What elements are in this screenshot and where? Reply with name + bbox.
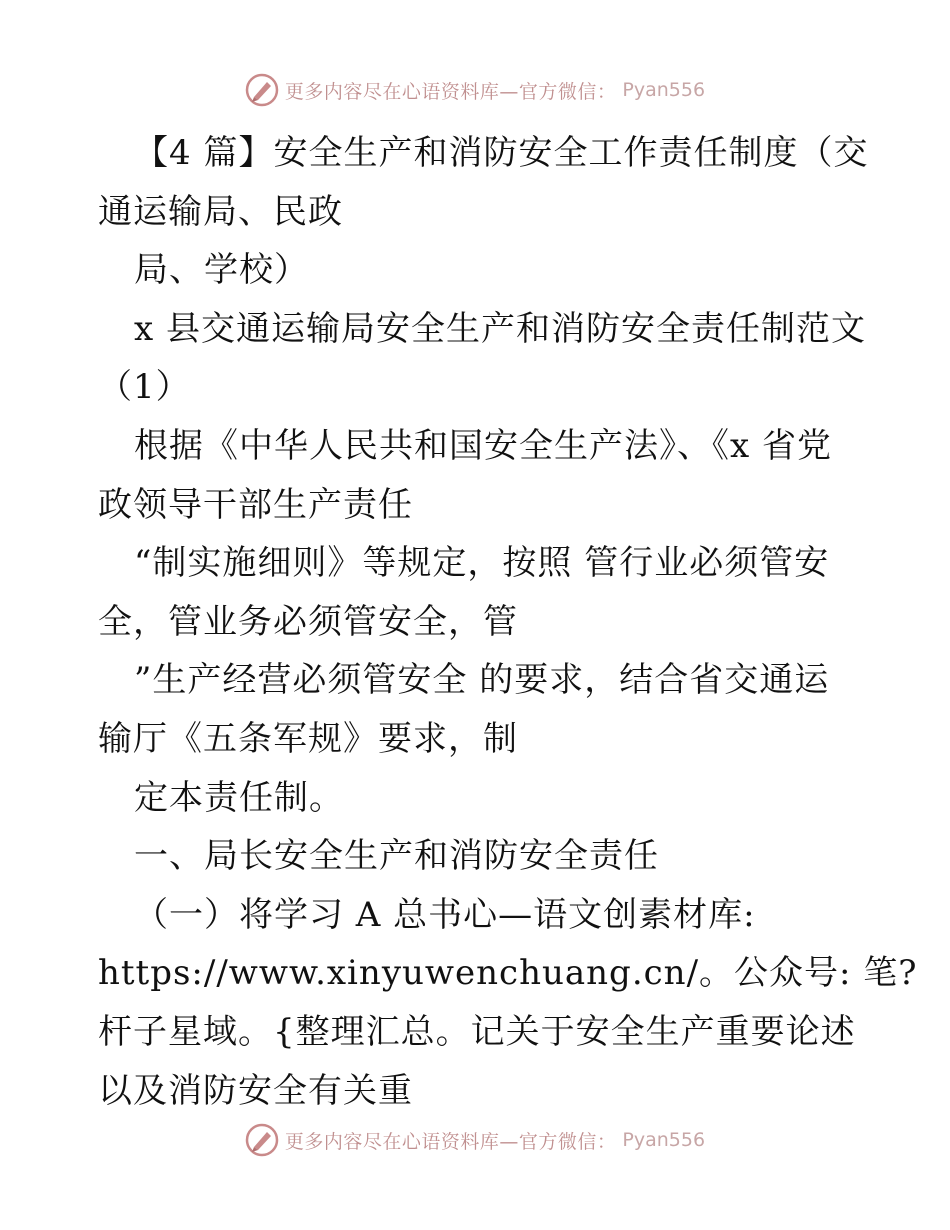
text-line: （1） <box>98 367 191 408</box>
text-line: 根据《中华人民共和国安全生产法》、《x 省党 <box>134 425 832 466</box>
footer-watermark <box>0 1122 950 1158</box>
text-line: 【4 篇】安全生产和消防安全工作责任制度（交 <box>134 133 869 173</box>
text-line: 以及消防安全有关重 <box>98 1070 413 1111</box>
text-line: 局、学校） <box>134 250 309 291</box>
text-line: 政领导干部生产责任 <box>98 484 413 525</box>
text-line: 输厅《五条军规》要求，制 <box>98 718 518 759</box>
text-line: ”生产经营必须管安全 的要求，结合省交通运 <box>134 660 830 701</box>
document-body <box>98 124 918 1120</box>
text-line: （一）将学习 A 总书心—语文创素材库: <box>134 894 756 935</box>
text-line: 全，管业务必须管安全，管 <box>98 601 518 642</box>
watermark-text: 更多内容尽在心语资料库—官方微信： <box>284 1130 617 1153</box>
text-line: 通运输局、民政 <box>98 191 343 232</box>
text-line: “制实施细则》等规定，按照 管行业必须管安 <box>134 543 830 584</box>
text-line: 定本责任制。 <box>134 777 344 818</box>
text-line: x 县交通运输局安全生产和消防安全责任制范文 <box>134 308 866 349</box>
text-line: 杆子星域。{整理汇总。记关于安全生产重要论述 <box>98 1011 856 1052</box>
header-watermark <box>0 72 950 108</box>
watermark-text: 更多内容尽在心语资料库—官方微信： <box>284 80 617 103</box>
watermark-handle: Pyan556 <box>622 1129 706 1151</box>
brand-logo-icon <box>245 73 279 107</box>
brand-logo-icon <box>245 1123 279 1157</box>
text-line: https://www.xinyuwenchuang.cn/。公众号: 笔? <box>98 953 918 994</box>
text-line: 一、局长安全生产和消防安全责任 <box>134 836 659 877</box>
watermark-handle: Pyan556 <box>622 79 706 101</box>
